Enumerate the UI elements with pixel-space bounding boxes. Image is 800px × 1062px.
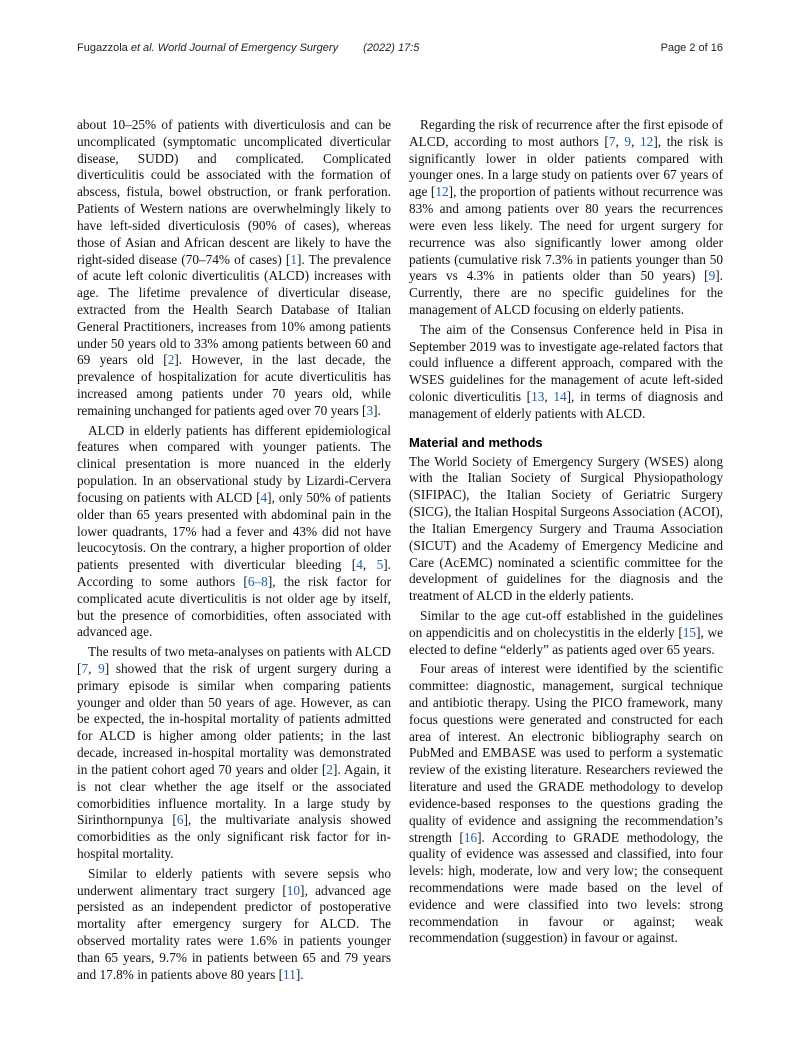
paragraph-text: ]. According to GRADE methodology, the quality of evidence was assessed and classified, into four levels: high, moderate, low and very low; the consequent recommendations were made based on the level of evidence and were classified into two levels: strong recommendation in favour or against; weak recommendation (suggestion) in favour or against. (409, 829, 723, 946)
citation-link[interactable]: 2 (167, 352, 175, 368)
paragraph-text: ], the risk factor for complicated acute diverticulitis is not older age by itself, but the presence of comorbidities, often associated with advanced age. (77, 573, 392, 640)
citation-link[interactable]: 9 (708, 268, 716, 284)
body-paragraph (77, 423, 391, 642)
paragraph-text: , (362, 557, 377, 573)
paragraph-text: The World Society of Emergency Surgery (WSES) along with the Italian Society of Surgical Physiopathology (SIFIPAC), the Italian Society of Geriatric Surgery (SICG), the Italian Hospital Surgeons Association (ACOI), the Italian Emergency Surgery and Trauma Association (SICUT) and the Academy of Emergency Medicine and Care (AcEMC) nominated a scientific committee for the development of guidelines for the diagnosis and the treatment of ALCD in the elderly patients. (409, 453, 723, 604)
paragraph-text: about 10–25% of patients with diverticulosis and can be uncomplicated (symptomatic uncomplicated diverticular disease, SUDD) and complicated. Complicated diverticulitis could be associated with the formation of abscess, fistula, bowel obstruction, or frank perforation. Patients of Western nations are overwhelmingly likely to have left-sided diverticulosis (90% of cases), whereas those of Asian and African descent are likely to have the right-sided disease (70–74% of cases) [ (77, 117, 391, 267)
paragraph-text: ], in terms of diagnosis and management of elderly patients with ALCD. (409, 389, 723, 421)
citation-link[interactable]: 7 (608, 133, 616, 149)
paragraph-text: Similar to elderly patients with severe sepsis who underwent alimentary tract surgery [ (77, 865, 391, 898)
author-name: Fugazzola (77, 42, 128, 54)
body-paragraph (409, 608, 723, 658)
body-paragraph (409, 117, 723, 319)
citation-link[interactable]: 6 (176, 812, 184, 828)
page-number: Page 2 of 16 (660, 42, 723, 54)
paragraph-text: ], only 50% of patients older than 65 years presented with abdominal pain in the lower quadrants, 17% had a fever and 43% did not have leucocytosis. On the contrary, a higher proportion of older patients presented with diverticular bleeding [ (77, 489, 391, 573)
paragraph-text: ]. According to some authors [ (77, 557, 391, 589)
right-column (409, 117, 723, 950)
citation-link[interactable]: 7 (81, 661, 89, 676)
body-paragraph (77, 866, 391, 984)
paragraph-text: ], we elected to define “elderly” as patients aged over 65 years. (409, 624, 723, 657)
citation-link[interactable]: 10 (286, 882, 301, 898)
paragraph-text: ]. The prevalence of acute left colonic diverticulitis (ALCD) increases with age. The lifetime prevalence of diverticular disease, extracted from the Health Search Database of Italian General Practitioners, increases from 10% among patients under 50 years old to 33% among patients between 60 and 69 years old [ (77, 251, 391, 368)
running-head (77, 42, 723, 60)
citation-link[interactable]: 6–8 (247, 573, 268, 589)
citation-link[interactable]: 2 (326, 761, 333, 777)
paragraph-text: , (88, 661, 99, 676)
paragraph-text: ALCD in elderly patients has different epidemiological features when compared with younger patients. The clinical presentation is more nuanced in the elderly population. In an observational study by Lizardi-Cervera focusing on patients with ALCD [ (77, 422, 391, 505)
body-paragraph (409, 322, 723, 423)
citation-link[interactable]: 5 (376, 557, 384, 573)
paragraph-text: ], the risk is significantly lower in older patients compared with younger ones. In a large study on patients over 67 years of age [ (409, 133, 723, 200)
body-paragraph (77, 117, 391, 420)
citation-link[interactable]: 14 (553, 389, 567, 404)
citation-link[interactable]: 9 (624, 133, 632, 149)
left-column (77, 117, 391, 986)
body-paragraph (77, 644, 391, 863)
paragraph-text: ]. Again, it is not clear whether the age itself or the associated comorbidities influence mortality. In a large study by Sirinthornpunya [ (77, 761, 391, 828)
citation-link[interactable]: 13 (531, 389, 545, 404)
paragraph-text: ]. (295, 966, 304, 982)
body-paragraph (409, 661, 723, 947)
paragraph-text: ]. Currently, there are no specific guidelines for the management of ALCD focusing on elderly patients. (409, 268, 723, 317)
paragraph-text: Four areas of interest were identified by the scientific committee: diagnostic, management, surgical technique and antibiotic therapy. Using the PICO framework, many focus questions were generated and constructed for each area of interest. An electronic bibliography search on PubMed and EMBASE was used to perform a systematic review of the existing literature. Researchers reviewed the literature and used the GRADE methodology to develop evidence-based responses to the questions grading the quality of evidence and assigning the recommendation’s strength [ (409, 661, 723, 845)
citation-link[interactable]: 4 (260, 489, 268, 505)
volume-year: (2022) 17:5 (363, 42, 420, 54)
paragraph-text: ], the multivariate analysis showed comorbidities as the only significant risk factor for in-hospital mortality. (77, 812, 391, 861)
citation-link[interactable]: 4 (356, 557, 363, 573)
paragraph-text: The aim of the Consensus Conference held in Pisa in September 2019 was to investigate age-related factors that could influence a different approach, compared with the WSES guidelines for the management of acute left-sided colonic diverticulitis [ (409, 321, 723, 404)
body-paragraph (409, 454, 723, 605)
citation-link[interactable]: 9 (98, 661, 105, 676)
citation-link[interactable]: 3 (366, 402, 374, 418)
citation-link[interactable]: 11 (283, 966, 296, 982)
citation-link[interactable]: 12 (435, 184, 449, 200)
journal-name: et al. World Journal of Emergency Surgery (130, 42, 339, 54)
paragraph-text: ]. However, in the last decade, the prevalence of hospitalization for acute diverticulitis has increased among patients under 70 years old, while remaining unchanged for patients aged over 70 years [ (77, 352, 392, 418)
paragraph-text: , (631, 133, 641, 149)
paragraph-text: ], the proportion of patients without recurrence was 83% and among patients over 80 years the recurrences were even less likely. The need for urgent surgery for recurrence was also significantly lower among older patients (cumulative risk 7.3% in patients younger than 50 years vs 4.3% in patients older than 50 years) [ (409, 184, 723, 284)
paragraph-text: ]. (373, 402, 381, 418)
paragraph-text: ] showed that the risk of urgent surgery during a primary episode is similar when comparing patients younger and older than 50 years of age. However, as can be expected, the in-hospital mortality of patients admitted for ALCD is higher among older patients; in the last decade, increased in-hospital mortality was demonstrated in the patient cohort aged 70 years and older [ (77, 661, 391, 777)
paragraph-text: , (615, 133, 625, 149)
paragraph-text: Similar to the age cut-off established in the guidelines on appendicitis and on cholecystitis in the elderly [ (409, 607, 723, 640)
citation-link[interactable]: 16 (463, 829, 478, 845)
citation-link[interactable]: 15 (682, 624, 697, 640)
paragraph-text: Regarding the risk of recurrence after the first episode of ALCD, according to most authors [ (409, 117, 723, 149)
paragraph-text: , (544, 389, 554, 404)
citation-line (77, 42, 419, 54)
section-heading: Material and methods (409, 434, 543, 450)
paragraph-text: ], advanced age persisted as an independent predictor of postoperative mortality after emergency surgery for ALCD. The observed mortality rates were 1.6% in patients younger than 65 years, 9.7% in patients between 65 and 79 years and 17.8% in patients above 80 years [ (77, 882, 391, 982)
citation-link[interactable]: 1 (290, 251, 297, 267)
citation-link[interactable]: 12 (640, 133, 654, 149)
paragraph-text: The results of two meta-analyses on patients with ALCD [ (77, 644, 391, 676)
